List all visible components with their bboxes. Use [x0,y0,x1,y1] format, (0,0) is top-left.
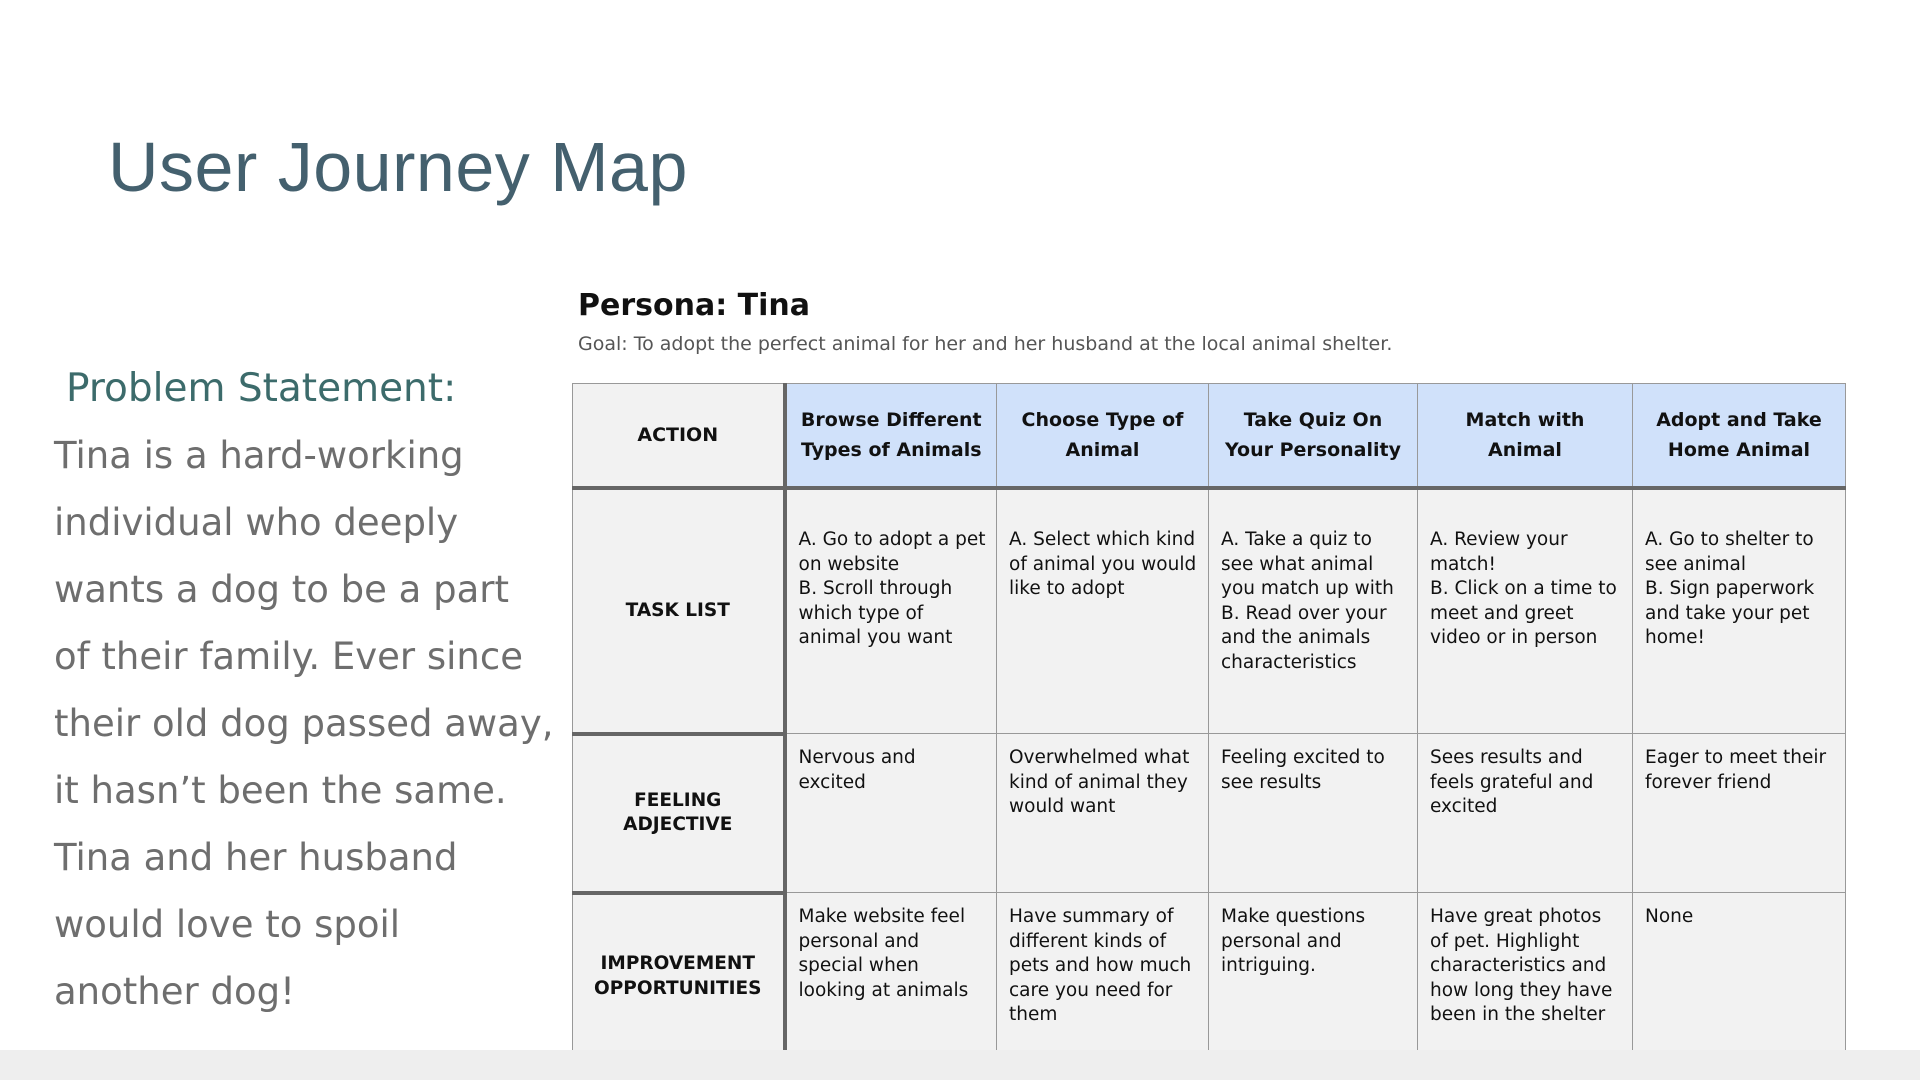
persona-title: Persona: Tina [578,288,810,323]
task-cell [785,488,997,734]
problem-statement-heading: Problem Statement: [66,366,457,411]
task-list-row [573,488,1846,734]
task-item: A. Review your match! [1430,529,1568,575]
task-item: A. Go to shelter to see animal [1645,529,1814,575]
task-item: B. Click on a time to meet and greet video or in person [1430,578,1617,648]
stage-header: Match with Animal [1418,384,1633,489]
problem-line: Tina and her husband [54,836,458,879]
persona-goal: Goal: To adopt the perfect animal for her and her husband at the local animal shelter. [578,333,1393,355]
task-item: A. Select which kind of animal you would like to adopt [1009,529,1197,599]
problem-line: would love to spoil [54,903,401,946]
problem-line: it hasn’t been the same. [54,769,507,812]
page-title: User Journey Map [108,128,688,206]
action-row [573,384,1846,489]
task-cell [1418,488,1633,734]
task-item: B. Read over your and the animals characteristics [1221,602,1387,673]
stage-header: Choose Type of Animal [997,384,1209,489]
improvement-cell: Make questions personal and intriguing. [1209,893,1418,1060]
stage-header: Take Quiz On Your Personality [1209,384,1418,489]
problem-line: their old dog passed away, [54,702,554,745]
row-header-improvement-opportunities: IMPROVEMENT OPPORTUNITIES [573,893,785,1060]
task-item: B. Scroll through which type of animal you want [798,578,953,648]
row-header-task-list: TASK LIST [573,488,785,734]
feeling-adjective-row [573,734,1846,893]
feeling-cell: Sees results and feels grateful and excited [1418,734,1633,893]
task-item: B. Sign paperwork and take your pet home! [1645,578,1815,648]
row-header-action: ACTION [573,384,785,489]
feeling-cell: Feeling excited to see results [1209,734,1418,893]
problem-line: Tina is a hard-working [54,434,464,477]
problem-statement-body [54,422,554,1025]
journey-map-table [572,383,1846,1060]
problem-line: individual who deeply [54,501,459,544]
improvement-cell: Have great photos of pet. Highlight characteristics and how long they have been in the shelter [1418,893,1633,1060]
task-item: A. Take a quiz to see what animal you match up with [1221,529,1394,599]
stage-header: Browse Different Types of Animals [785,384,997,489]
task-cell [1209,488,1418,734]
problem-line: another dog! [54,970,295,1013]
bottom-strip [0,1050,1920,1080]
improvement-cell: Make website feel personal and special when looking at animals [785,893,997,1060]
task-cell [997,488,1209,734]
problem-line: wants a dog to be a part [54,568,509,611]
improvement-opportunities-row [573,893,1846,1060]
task-cell [1633,488,1846,734]
feeling-cell: Overwhelmed what kind of animal they would want [997,734,1209,893]
problem-line: of their family. Ever since [54,635,523,678]
stage-header: Adopt and Take Home Animal [1633,384,1846,489]
improvement-cell: Have summary of different kinds of pets and how much care you need for them [997,893,1209,1060]
feeling-cell: Eager to meet their forever friend [1633,734,1846,893]
feeling-cell: Nervous and excited [785,734,997,893]
improvement-cell: None [1633,893,1846,1060]
task-item: A. Go to adopt a pet on website [798,529,986,575]
row-header-feeling-adjective: FEELING ADJECTIVE [573,734,785,893]
